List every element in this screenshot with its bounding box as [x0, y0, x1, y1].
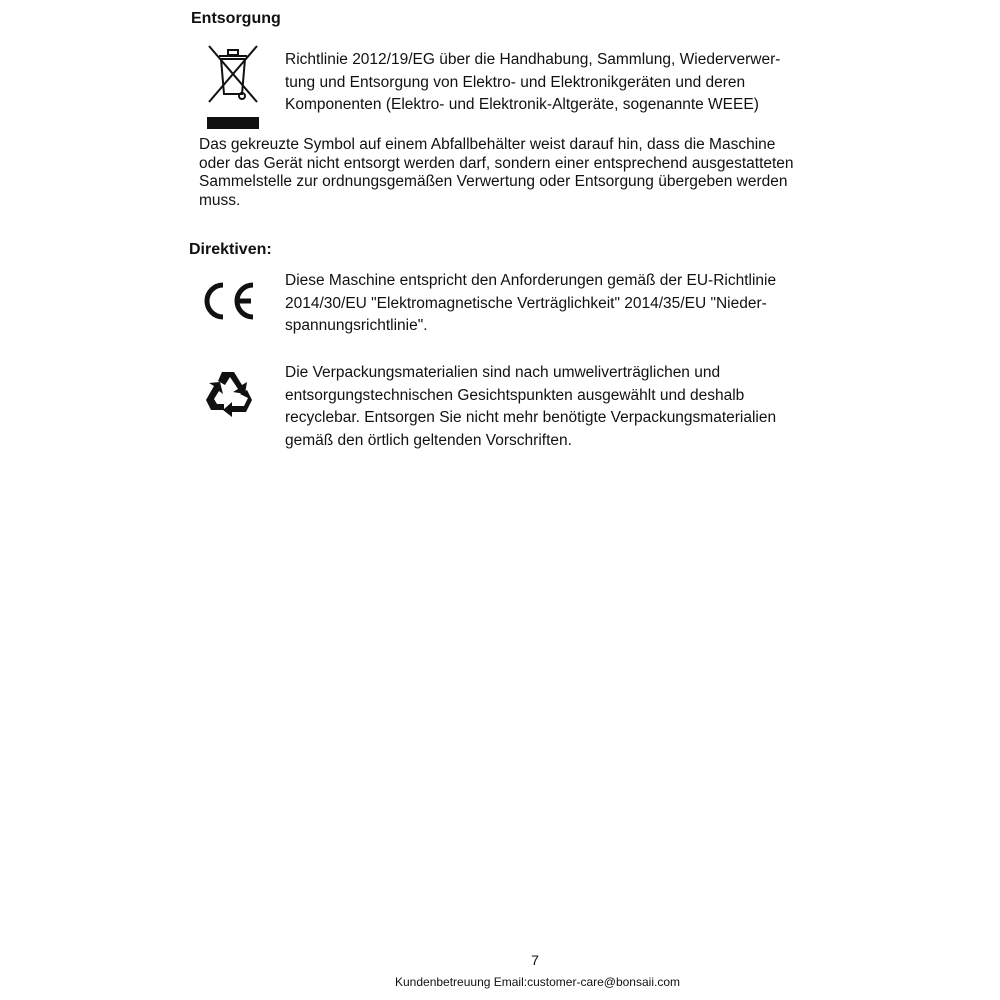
page-number: 7: [531, 952, 539, 968]
ce-mark-icon: [199, 279, 259, 323]
disposal-heading: Entsorgung: [191, 10, 281, 27]
weee-bin-icon: [205, 42, 261, 130]
ce-directive-text: Diese Maschine entspricht den Anforderungen gemäß der EU-Richtlinie 2014/30/EU "Elektromagnetische Verträglichkeit" 2014/35/EU "Nieder- spannungsrichtlinie".: [285, 272, 777, 334]
recycling-text: Die Verpackungsmaterialien sind nach umweliverträglichen und entsorgungstechnischen Gesichtspunkten ausgewählt und deshalb recyclebar. Entsorgen Sie nicht mehr benötigte Verpackungsmaterialien gemäß den örtlich geltenden Vorschriften.: [285, 364, 777, 449]
weee-directive-text: Richtlinie 2012/19/EG über die Handhabung, Sammlung, Wiederverwer- tung und Entsorgung von Elektro- und Elektronikgeräten und deren Komponenten (Elektro- und Elektronik-Altgeräte, sogenannte WEEE): [285, 51, 781, 113]
weee-symbol-explanation: Das gekreuzte Symbol auf einem Abfallbehälter weist darauf hin, dass die Maschine oder das Gerät nicht entsorgt werden darf, sondern einer entsprechend ausgestatteten Sammelstelle zur ordnungsgemäßen Verwertung oder Entsorgung übergeben werden muss.: [199, 136, 794, 209]
recycling-icon: [202, 368, 256, 420]
directives-heading: Direktiven:: [189, 241, 272, 258]
footer-contact: Kundenbetreuung Email:customer-care@bonsaii.com: [395, 975, 680, 989]
